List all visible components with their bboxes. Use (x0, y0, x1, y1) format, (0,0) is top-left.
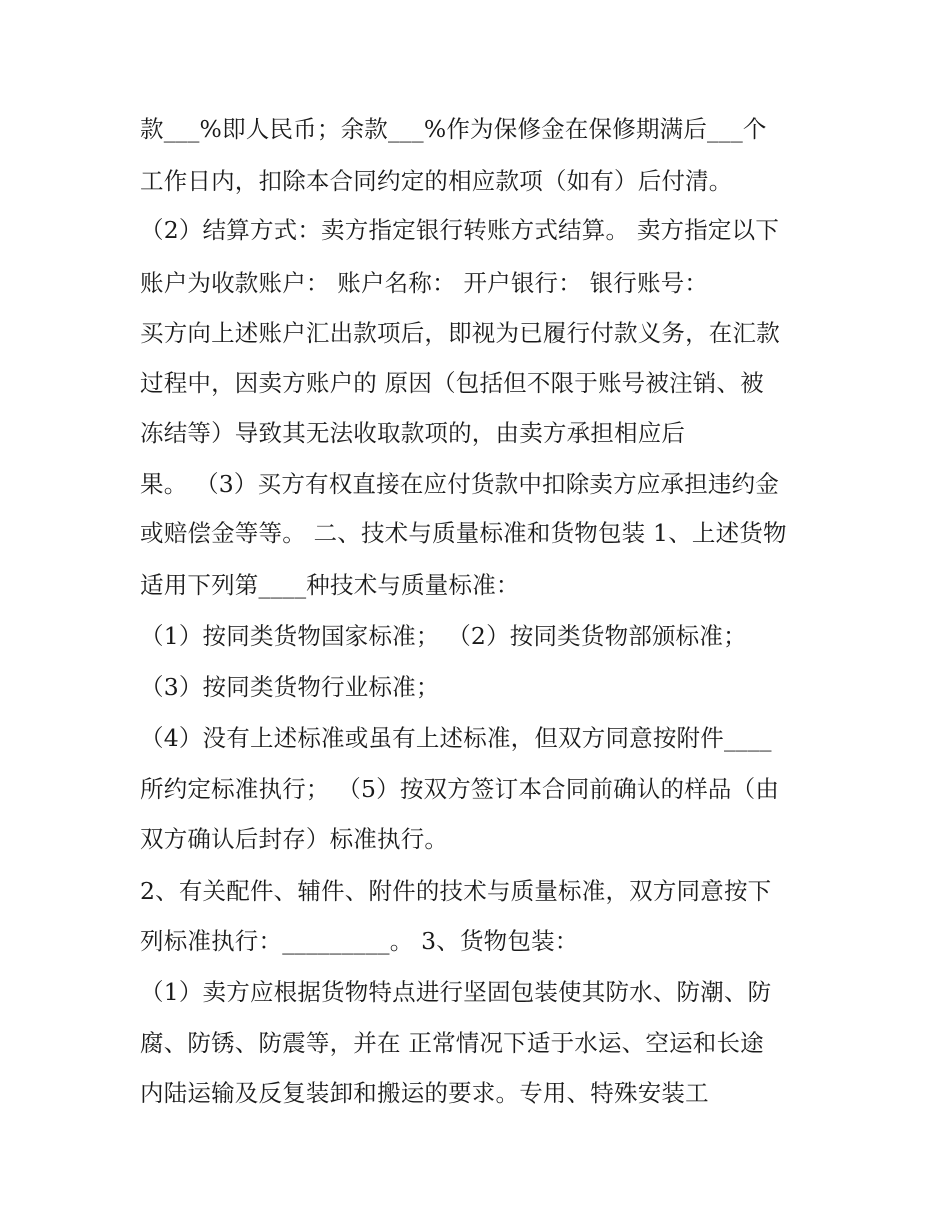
text-line: 或赔偿金等等。 二、技术与质量标准和货物包装 1、上述货物 (140, 519, 787, 547)
text-line: 适用下列第____种技术与质量标准： (140, 571, 520, 599)
text-line: 过程中，因卖方账户的 原因（包括但不限于账号被注销、被 (140, 369, 764, 397)
text-line: 腐、防锈、防震等，并在 正常情况下适于水运、空运和长途 (140, 1029, 764, 1057)
text-line: 列标准执行：_________。 3、货物包装： (140, 927, 579, 955)
text-line: 工作日内，扣除本合同约定的相应款项（如有）后付清。 (140, 167, 733, 195)
text-line: （1）卖方应根据货物特点进行坚固包装使其防水、防潮、防 (140, 978, 772, 1006)
text-line: （3）按同类货物行业标准； (140, 673, 440, 701)
text-line: 所约定标准执行； （5）按双方签订本合同前确认的样品（由 (140, 775, 780, 803)
text-line: 内陆运输及反复装卸和搬运的要求。专用、特殊安装工 (140, 1079, 709, 1107)
text-line: （4）没有上述标准或虽有上述标准，但双方同意按附件____ (140, 724, 772, 752)
text-line: 2、有关配件、辅件、附件的技术与质量标准，双方同意按下 (140, 877, 772, 905)
text-line: （2）结算方式：卖方指定银行转账方式结算。 卖方指定以下 (140, 216, 780, 244)
text-line: 买方向上述账户汇出款项后，即视为已履行付款义务，在汇款 (140, 319, 780, 347)
text-line: 冻结等）导致其无法收取款项的，由卖方承担相应后 (140, 419, 686, 447)
text-line: （1）按同类货物国家标准； （2）按同类货物部颁标准； (140, 622, 747, 650)
text-line: 账户为收款账户： 账户名称： 开户银行： 银行账号： (140, 269, 709, 297)
text-line: 双方确认后封存）标准执行。 (140, 825, 449, 853)
text-line: 果。 （3）买方有权直接在应付货款中扣除卖方应承担违约金 (140, 470, 780, 498)
text-line: 款___%即人民币；余款___%作为保修金在保修期满后___个 (140, 115, 767, 143)
